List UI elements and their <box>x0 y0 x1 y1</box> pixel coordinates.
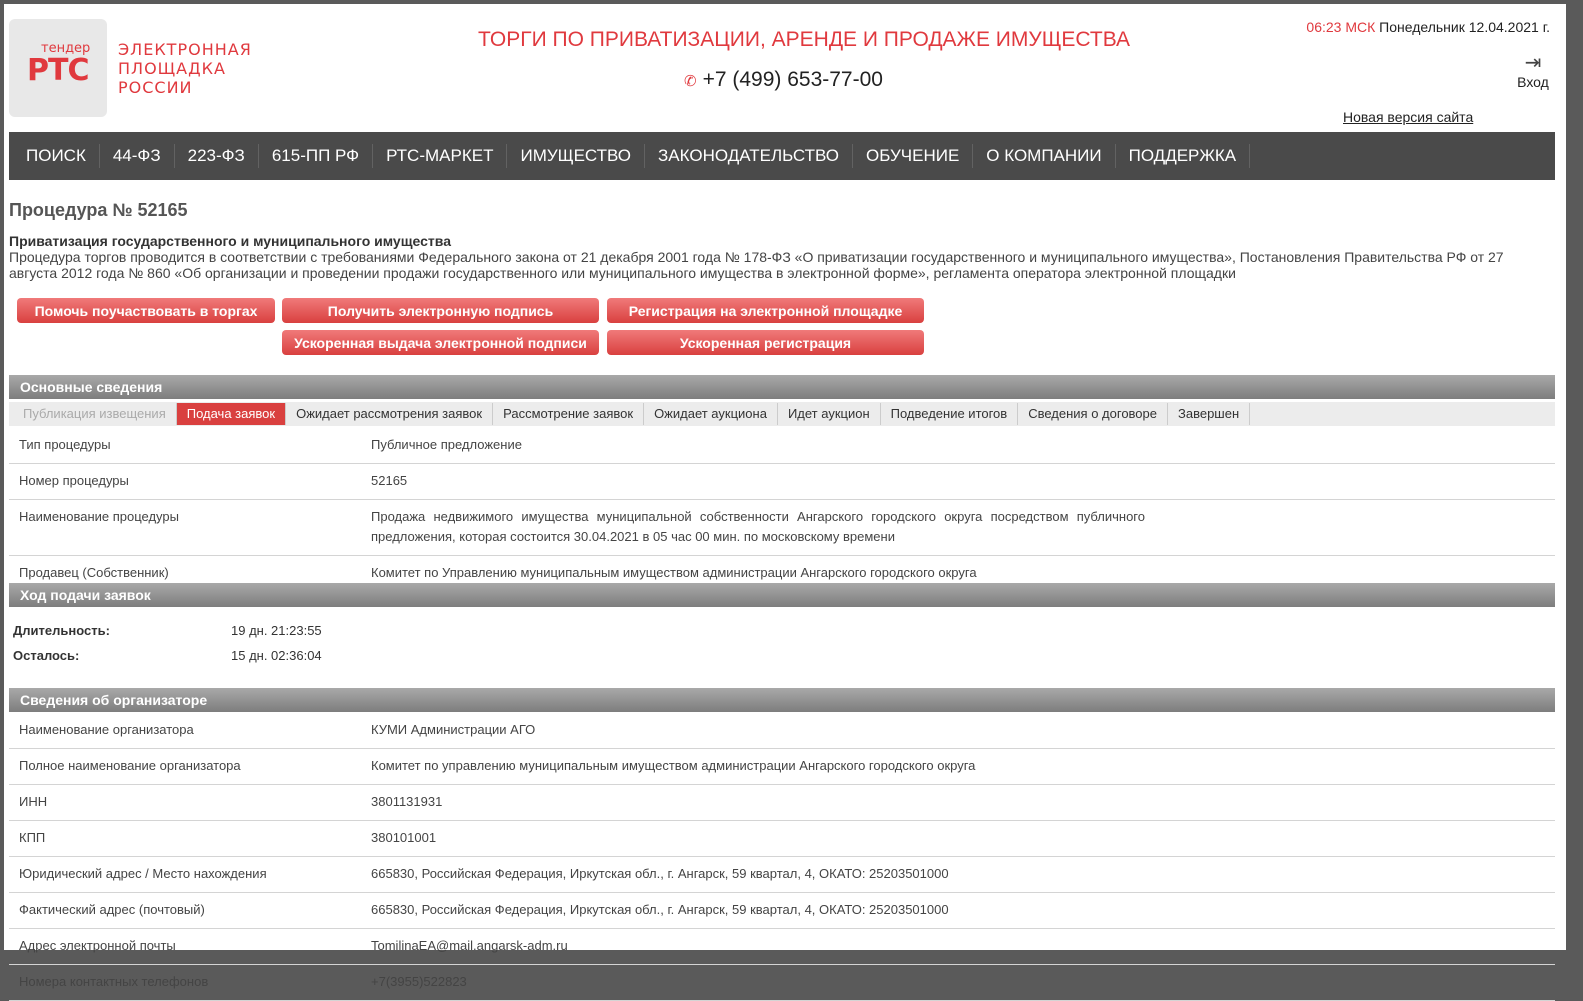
fast-signature-button[interactable]: Ускоренная выдача электронной подписи <box>282 330 599 355</box>
row-label: Полное наименование организатора <box>19 758 241 773</box>
row-label: Номер процедуры <box>19 473 129 488</box>
remaining-value: 15 дн. 02:36:04 <box>231 648 322 663</box>
site-title: ТОРГИ ПО ПРИВАТИЗАЦИИ, АРЕНДЕ И ПРОДАЖЕ ИМУЩЕСТВА <box>477 28 1131 51</box>
section-progress: Ход подачи заявок <box>9 583 1555 607</box>
section-organizer: Сведения об организаторе <box>9 688 1555 712</box>
row-value: 52165 <box>371 473 408 488</box>
stage-item: Рассмотрение заявок <box>493 403 644 425</box>
phone-number <box>684 68 883 92</box>
stage-item-active: Подача заявок <box>177 403 286 425</box>
logo-caption-line: ЭЛЕКТРОННАЯ <box>118 40 252 59</box>
page-frame <box>4 4 1566 989</box>
nav-item-44fz[interactable]: 44-ФЗ <box>100 144 175 168</box>
intro-text: Процедура торгов проводится в соответствии с требованиями Федерального закона от 21 декабря 2001 года № 178-ФЗ «О приватизации государственного и муниципального имущества», Постановления Правительства РФ от 27 августа 2012 года № 860 «Об организации и проведении продажи государственного или муниципального имущества в электронной форме», регламента оператора электронной площадки <box>9 249 1504 281</box>
nav-item-property[interactable]: ИМУЩЕСТВО <box>507 144 645 168</box>
phone-icon: ✆ <box>684 73 697 90</box>
section-basic-info: Основные сведения <box>9 375 1555 399</box>
logo-tender-text: тендер <box>41 41 91 56</box>
stage-item: Сведения о договоре <box>1018 403 1168 425</box>
row-label: Юридический адрес / Место нахождения <box>19 866 267 881</box>
stage-item: Ожидает рассмотрения заявок <box>286 403 493 425</box>
nav-item-support[interactable]: ПОДДЕРЖКА <box>1116 144 1251 168</box>
nav-item-223fz[interactable]: 223-ФЗ <box>175 144 259 168</box>
row-label: Продавец (Собственник) <box>19 565 169 580</box>
nav-item-about[interactable]: О КОМПАНИИ <box>973 144 1115 168</box>
row-label: Наименование процедуры <box>19 509 179 524</box>
duration-label: Длительность: <box>13 623 110 638</box>
nav-item-training[interactable]: ОБУЧЕНИЕ <box>853 144 973 168</box>
logo-rts-text: РТС <box>27 53 89 88</box>
stage-item: Ожидает аукциона <box>644 403 778 425</box>
current-date: Понедельник 12.04.2021 г. <box>1379 19 1550 35</box>
row-value: 665830, Российская Федерация, Иркутская обл., г. Ангарск, 59 квартал, 4, ОКАТО: 25203501000 <box>371 902 949 917</box>
new-version-link[interactable]: Новая версия сайта <box>1343 109 1474 125</box>
nav-item-legislation[interactable]: ЗАКОНОДАТЕЛЬСТВО <box>645 144 853 168</box>
progress-info <box>13 618 322 668</box>
logo-caption <box>118 40 252 97</box>
table-row <box>9 965 1555 1001</box>
logo[interactable] <box>9 19 107 117</box>
row-label: Номера контактных телефонов <box>19 974 209 989</box>
row-value: Комитет по управлению муниципальным имуществом администрации Ангарского городского округа <box>371 758 976 773</box>
row-value: +7(3955)522823 <box>371 974 467 989</box>
stage-item: Публикация извещения <box>13 403 177 425</box>
row-label: Адрес электронной почты <box>19 938 176 953</box>
logo-caption-line: ПЛОЩАДКА <box>118 59 226 78</box>
basic-info-table <box>9 428 1555 592</box>
row-label: ИНН <box>19 794 48 809</box>
row-label: Фактический адрес (почтовый) <box>19 902 205 917</box>
remaining-label: Осталось: <box>13 648 80 663</box>
login-icon: ⇥ <box>1524 52 1542 74</box>
register-button[interactable]: Регистрация на электронной площадке <box>607 298 924 323</box>
row-value: 665830, Российская Федерация, Иркутская обл., г. Ангарск, 59 квартал, 4, ОКАТО: 25203501000 <box>371 866 949 881</box>
table-row <box>9 464 1555 500</box>
row-value: Продажа недвижимого имущества муниципальной собственности Ангарского городского округа посредством публичного предложения, которая состоится 30.04.2021 в 05 час 00 мин. по московскому времени <box>371 509 1145 544</box>
nav-item-615pp[interactable]: 615-ПП РФ <box>259 144 373 168</box>
table-row <box>9 749 1555 785</box>
row-label: Тип процедуры <box>19 437 111 452</box>
table-row <box>9 500 1555 556</box>
progress-row <box>13 618 322 643</box>
table-row <box>9 428 1555 464</box>
row-label: Наименование организатора <box>19 722 194 737</box>
table-row <box>9 821 1555 857</box>
table-row <box>9 893 1555 929</box>
main-nav <box>9 132 1555 180</box>
row-value: 3801131931 <box>371 794 443 809</box>
get-signature-button[interactable]: Получить электронную подпись <box>282 298 599 323</box>
nav-item-rts-market[interactable]: РТС-МАРКЕТ <box>373 144 507 168</box>
table-row <box>9 785 1555 821</box>
logo-caption-line: РОССИИ <box>118 78 193 97</box>
row-label: КПП <box>19 830 46 845</box>
table-row <box>9 929 1555 965</box>
table-row <box>9 857 1555 893</box>
phone-text: +7 (499) 653-77-00 <box>702 68 883 91</box>
progress-row <box>13 643 322 668</box>
page-title: Процедура № 52165 <box>9 200 188 220</box>
table-row <box>9 713 1555 749</box>
row-value[interactable]: TomilinaEA@mail.angarsk-adm.ru <box>371 938 568 953</box>
stage-item: Подведение итогов <box>881 403 1019 425</box>
stage-item: Идет аукцион <box>778 403 881 425</box>
help-participate-button[interactable]: Помочь поучаствовать в торгах <box>17 298 275 323</box>
intro-title: Приватизация государственного и муниципального имущества <box>9 233 451 249</box>
row-value: Публичное предложение <box>371 437 522 452</box>
stage-tracker <box>9 402 1555 426</box>
row-value: Комитет по Управлению муниципальным имуществом администрации Ангарского городского округа <box>371 565 977 580</box>
nav-item-search[interactable]: ПОИСК <box>13 144 100 168</box>
login-button[interactable] <box>1513 52 1553 90</box>
date-time <box>1306 19 1550 35</box>
duration-value: 19 дн. 21:23:55 <box>231 623 322 638</box>
row-value: 380101001 <box>371 830 437 845</box>
login-label: Вход <box>1517 74 1549 90</box>
stage-item: Завершен <box>1168 403 1250 425</box>
current-time: 06:23 МСК <box>1306 19 1376 35</box>
fast-register-button[interactable]: Ускоренная регистрация <box>607 330 924 355</box>
organizer-table <box>9 713 1555 1001</box>
row-value: КУМИ Администрации АГО <box>371 722 536 737</box>
procedure-intro <box>9 233 1554 281</box>
